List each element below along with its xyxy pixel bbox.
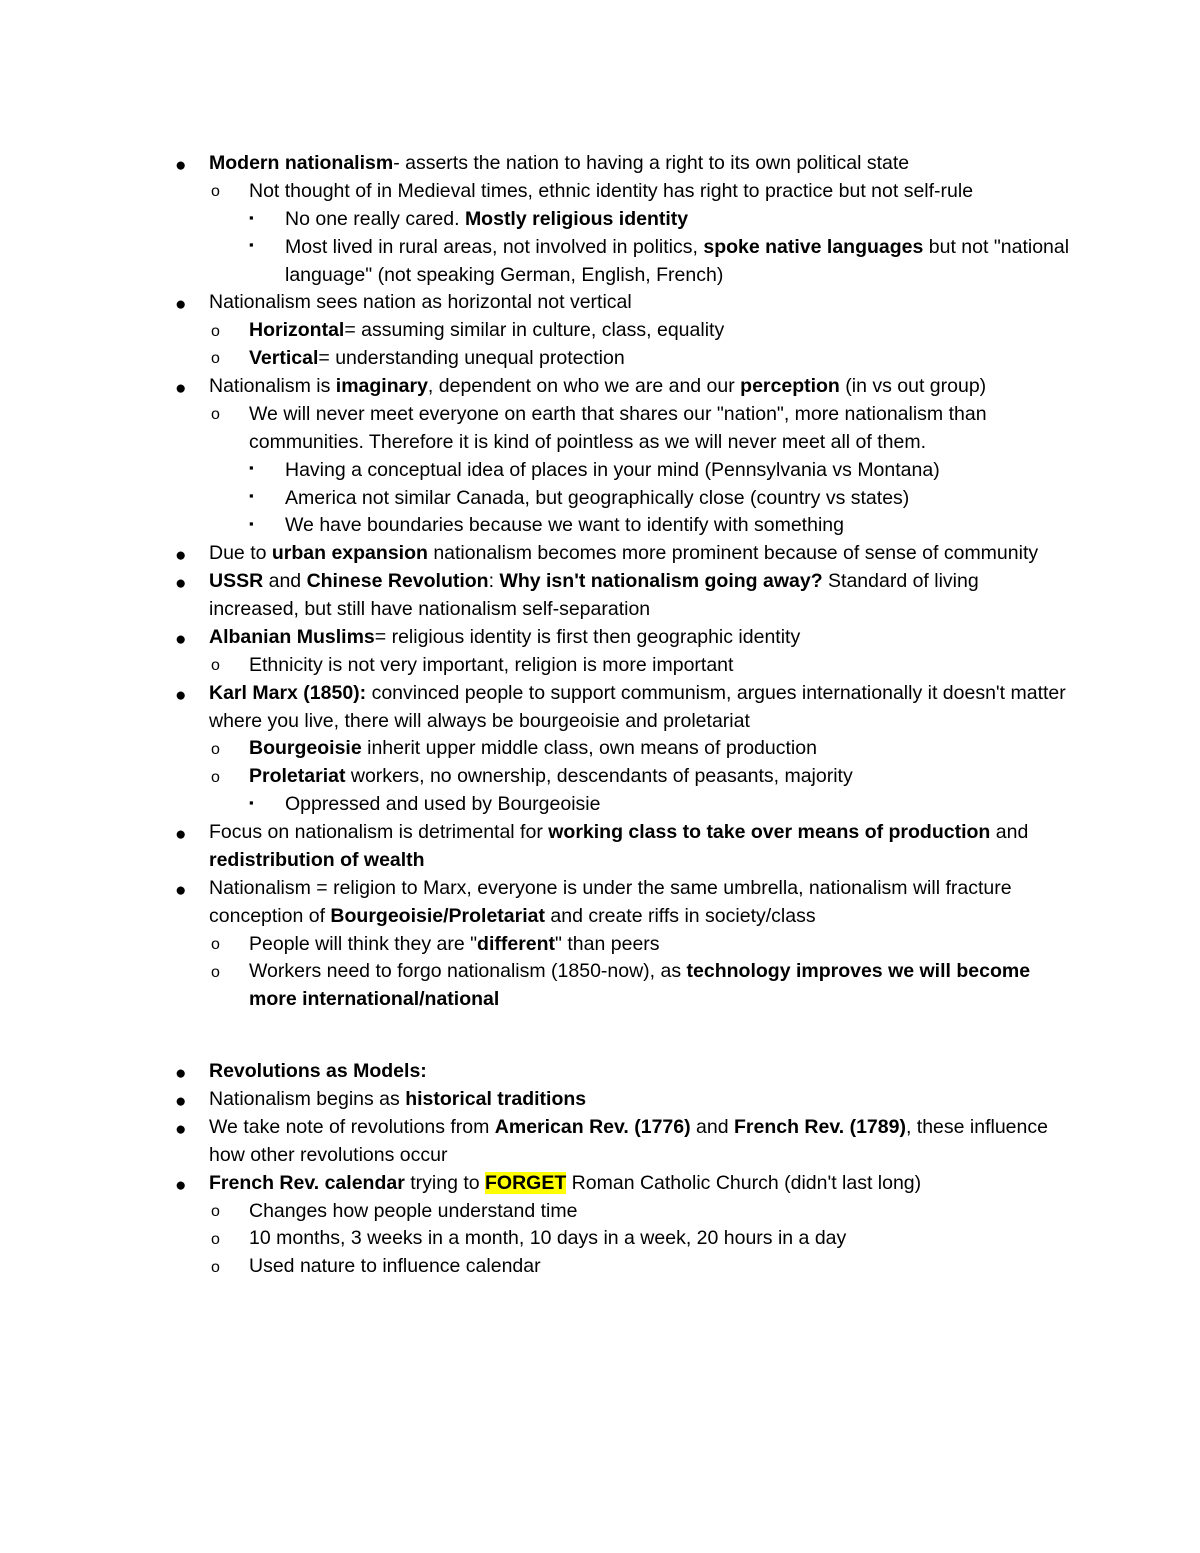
outline-item-level-1 xyxy=(175,540,1070,568)
outline-item-level-3 xyxy=(249,234,1070,290)
outline-item-level-2 xyxy=(211,317,1070,345)
outline-item-text: We will never meet everyone on earth that shares our "nation", more nationalism than communities. Therefore it is kind of pointless as we will never meet all of them. xyxy=(249,402,987,453)
disc-bullet-icon: ● xyxy=(175,377,187,399)
outline-item-level-2 xyxy=(211,763,1070,791)
outline-item-text: Bourgeoisie inherit upper middle class, own means of production xyxy=(249,737,817,760)
outline-item-level-1 xyxy=(175,150,1070,178)
outline-item-level-1 xyxy=(175,875,1070,931)
outline-item-level-1 xyxy=(175,373,1070,401)
outline-item-text: America not similar Canada, but geographically close (country vs states) xyxy=(285,486,910,509)
disc-bullet-icon: ● xyxy=(175,545,187,567)
circle-bullet-icon: o xyxy=(211,322,220,340)
circle-bullet-icon: o xyxy=(211,935,220,953)
outline-item-level-2 xyxy=(211,401,1070,457)
outline-item-text: Due to urban expansion nationalism becomes more prominent because of sense of community xyxy=(209,542,1039,565)
outline-item-level-1 xyxy=(175,819,1070,875)
outline-item-text: People will think they are "different" than peers xyxy=(249,932,660,955)
disc-bullet-icon: ● xyxy=(175,1063,187,1085)
outline-item-text: Revolutions as Models: xyxy=(209,1060,427,1083)
disc-bullet-icon: ● xyxy=(175,1174,187,1196)
outline-item-level-1 xyxy=(175,289,1070,317)
outline-item-text: Having a conceptual idea of places in your mind (Pennsylvania vs Montana) xyxy=(285,458,940,481)
outline-item-level-1 xyxy=(175,1170,1070,1198)
disc-bullet-icon: ● xyxy=(175,294,187,316)
circle-bullet-icon: o xyxy=(211,183,220,201)
outline-item-level-2 xyxy=(211,652,1070,680)
disc-bullet-icon: ● xyxy=(175,1090,187,1112)
outline-item-level-2 xyxy=(211,931,1070,959)
outline-item-text: Workers need to forgo nationalism (1850-now), as technology improves we will become more international/national xyxy=(249,960,1031,1011)
outline-item-level-2 xyxy=(211,735,1070,763)
outline-item-level-3 xyxy=(249,791,1070,819)
circle-bullet-icon: o xyxy=(211,406,220,424)
outline-item-text: Oppressed and used by Bourgeoisie xyxy=(285,793,601,816)
outline-item-text: We take note of revolutions from American Rev. (1776) and French Rev. (1789), these influence how other revolutions occur xyxy=(209,1115,1048,1166)
disc-bullet-icon: ● xyxy=(175,628,187,650)
outline-item-level-3 xyxy=(249,206,1070,234)
outline-item-text: Karl Marx (1850): convinced people to support communism, argues internationally it doesn't matter where you live, there will always be bourgeoisie and proletariat xyxy=(209,681,1066,732)
outline-item-level-2 xyxy=(211,1198,1070,1226)
outline-item-text: Nationalism = religion to Marx, everyone is under the same umbrella, nationalism will fracture conception of Bourgeoisie/Proletariat and create riffs in society/class xyxy=(209,876,1012,927)
outline-spacer xyxy=(175,1014,1070,1058)
disc-bullet-icon: ● xyxy=(175,684,187,706)
outline-item-text: Nationalism is imaginary, dependent on who we are and our perception (in vs out group) xyxy=(209,375,987,397)
outline-item-text: Most lived in rural areas, not involved in politics, spoke native languages but not "national language" (not speaking German, English, French) xyxy=(285,235,1070,286)
outline-item-level-1 xyxy=(175,1058,1070,1086)
outline-item-text: Nationalism sees nation as horizontal not vertical xyxy=(209,291,632,314)
circle-bullet-icon: o xyxy=(211,1230,220,1248)
disc-bullet-icon: ● xyxy=(175,823,187,845)
circle-bullet-icon: o xyxy=(211,1258,220,1276)
outline-item-text: Changes how people understand time xyxy=(249,1199,578,1222)
outline-item-text: Modern nationalism- asserts the nation to having a right to its own political state xyxy=(209,152,910,174)
disc-bullet-icon: ● xyxy=(175,573,187,595)
outline-item-level-1 xyxy=(175,680,1070,736)
outline-item-text: Albanian Muslims= religious identity is first then geographic identity xyxy=(209,625,801,648)
circle-bullet-icon: o xyxy=(211,350,220,368)
square-bullet-icon: ▪ xyxy=(249,237,254,253)
outline-item-level-1 xyxy=(175,1114,1070,1170)
outline-item-level-2 xyxy=(211,345,1070,373)
notes-outline xyxy=(175,150,1070,1281)
outline-item-text: French Rev. calendar trying to FORGET Roman Catholic Church (didn't last long) xyxy=(209,1171,922,1194)
circle-bullet-icon: o xyxy=(211,963,220,981)
outline-item-text: USSR and Chinese Revolution: Why isn't nationalism going away? Standard of living increased, but still have nationalism self-separation xyxy=(209,570,979,620)
disc-bullet-icon: ● xyxy=(175,154,187,176)
outline-item-level-2 xyxy=(211,958,1070,1014)
outline-item-level-1 xyxy=(175,568,1070,624)
outline-item-text: Nationalism begins as historical traditions xyxy=(209,1088,587,1110)
outline-item-level-3 xyxy=(249,512,1070,540)
outline-item-text: No one really cared. Mostly religious identity xyxy=(285,207,689,230)
outline-item-text: Focus on nationalism is detrimental for working class to take over means of production and redistribution of wealth xyxy=(209,821,1029,871)
outline-item-text: Vertical= understanding unequal protection xyxy=(249,347,625,370)
outline-item-level-2 xyxy=(211,1225,1070,1253)
circle-bullet-icon: o xyxy=(211,1202,220,1220)
outline-item-level-2 xyxy=(211,178,1070,206)
outline-item-text: Not thought of in Medieval times, ethnic identity has right to practice but not self-rule xyxy=(249,179,974,202)
outline-item-level-1 xyxy=(175,1086,1070,1114)
circle-bullet-icon: o xyxy=(211,657,220,675)
square-bullet-icon: ▪ xyxy=(249,460,254,476)
outline-item-text: Proletariat workers, no ownership, descendants of peasants, majority xyxy=(249,765,853,788)
outline-item-text: Ethnicity is not very important, religion is more important xyxy=(249,653,734,676)
square-bullet-icon: ▪ xyxy=(249,488,254,504)
square-bullet-icon: ▪ xyxy=(249,209,254,225)
disc-bullet-icon: ● xyxy=(175,879,187,901)
outline-item-text: We have boundaries because we want to identify with something xyxy=(285,514,844,537)
outline-item-level-3 xyxy=(249,457,1070,485)
outline-item-level-1 xyxy=(175,624,1070,652)
circle-bullet-icon: o xyxy=(211,740,220,758)
outline-item-text: Horizontal= assuming similar in culture, class, equality xyxy=(249,319,725,342)
square-bullet-icon: ▪ xyxy=(249,516,254,532)
square-bullet-icon: ▪ xyxy=(249,794,254,810)
disc-bullet-icon: ● xyxy=(175,1118,187,1140)
outline-item-level-2 xyxy=(211,1253,1070,1281)
outline-item-level-3 xyxy=(249,485,1070,513)
circle-bullet-icon: o xyxy=(211,768,220,786)
outline-item-text: Used nature to influence calendar xyxy=(249,1255,541,1278)
outline-item-text: 10 months, 3 weeks in a month, 10 days in a week, 20 hours in a day xyxy=(249,1227,847,1250)
